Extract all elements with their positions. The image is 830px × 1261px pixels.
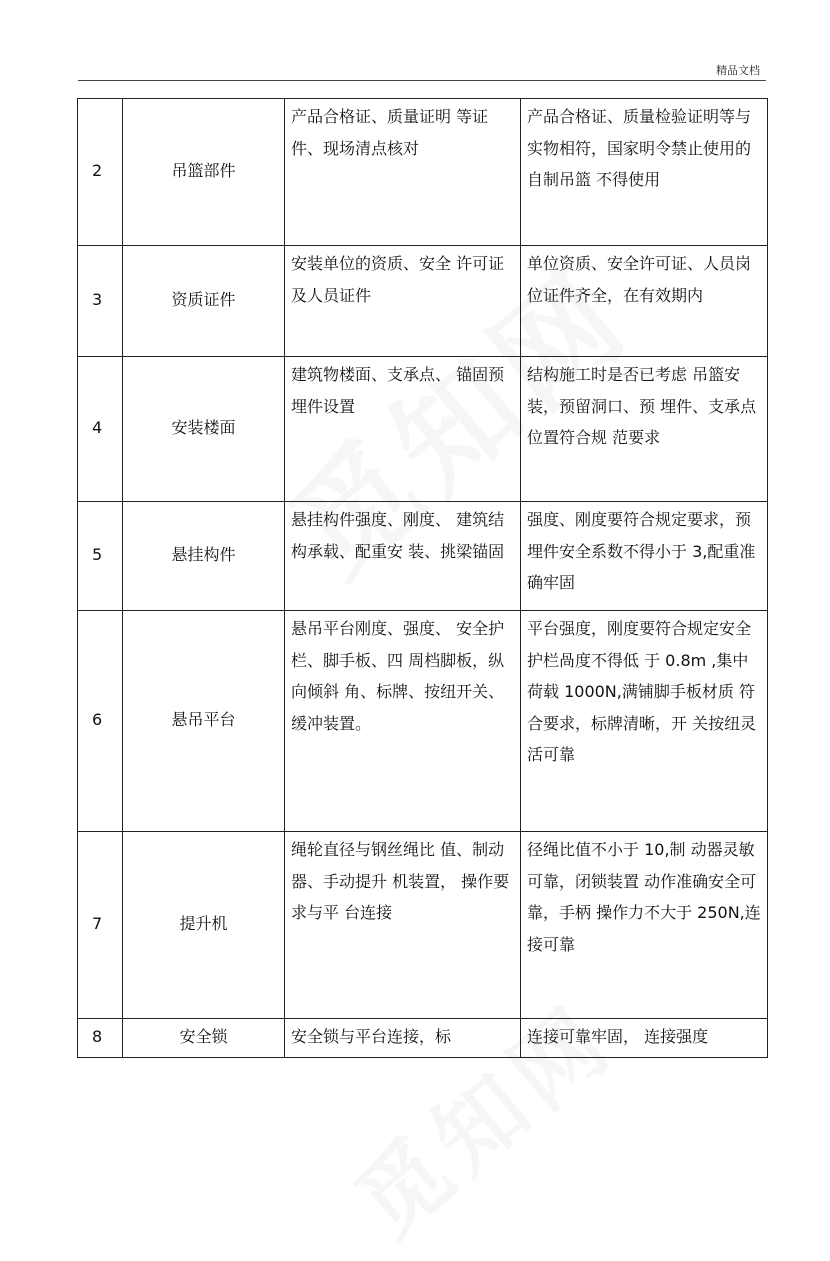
row-standard: 单位资质、安全许可证、人员岗位证件齐全，在有效期内 <box>521 246 768 357</box>
row-standard: 平台强度，刚度要符合规定安全护栏咼度不得低 于 0.8m ,集中荷载 1000N,满铺脚手板材质 符合要求，标牌清晰，开 关按纽灵活可靠 <box>521 611 768 832</box>
table-row <box>78 502 768 611</box>
row-number: 2 <box>78 99 123 246</box>
inspection-table <box>77 98 768 1058</box>
header-divider <box>78 80 766 81</box>
row-content: 建筑物楼面、支承点、 锚固预埋件设置 <box>285 357 521 502</box>
row-content: 绳轮直径与钢丝绳比 值、制动器、手动提升 机装置， 操作要求与平 台连接 <box>285 832 521 1019</box>
document-header-label: 精品文档 <box>716 64 760 77</box>
row-number: 4 <box>78 357 123 502</box>
row-content: 悬吊平台刚度、强度、 安全护栏、脚手板、四 周档脚板，纵向倾斜 角、标牌、按纽开关、 缓冲装置。 <box>285 611 521 832</box>
row-number: 5 <box>78 502 123 611</box>
table-row <box>78 611 768 832</box>
table-row <box>78 246 768 357</box>
row-item: 悬吊平台 <box>123 611 285 832</box>
table-row <box>78 1019 768 1058</box>
row-number: 7 <box>78 832 123 1019</box>
row-content: 悬挂构件强度、刚度、 建筑结构承载、配重安 装、挑梁锚固 <box>285 502 521 611</box>
row-item: 吊篮部件 <box>123 99 285 246</box>
row-item: 安装楼面 <box>123 357 285 502</box>
row-content: 安全锁与平台连接，标 <box>285 1019 521 1058</box>
row-standard: 产品合格证、质量检验证明等与实物相符，国家明令禁止使用的自制吊篮 不得使用 <box>521 99 768 246</box>
row-standard: 径绳比值不小于 10,制 动器灵敏可靠，闭锁装置 动作准确安全可靠，手柄 操作力不大于 250N,连 接可靠 <box>521 832 768 1019</box>
table-row <box>78 99 768 246</box>
row-standard: 连接可靠牢固， 连接强度 <box>521 1019 768 1058</box>
row-item: 提升机 <box>123 832 285 1019</box>
row-content: 安装单位的资质、安全 许可证及人员证件 <box>285 246 521 357</box>
row-number: 3 <box>78 246 123 357</box>
row-standard: 强度、刚度要符合规定要求，预埋件安全系数不得小于 3,配重准确牢固 <box>521 502 768 611</box>
row-number: 6 <box>78 611 123 832</box>
table-row <box>78 357 768 502</box>
row-number: 8 <box>78 1019 123 1058</box>
row-content: 产品合格证、质量证明 等证件、现场清点核对 <box>285 99 521 246</box>
row-item: 资质证件 <box>123 246 285 357</box>
row-item: 安全锁 <box>123 1019 285 1058</box>
row-item: 悬挂构件 <box>123 502 285 611</box>
table-row <box>78 832 768 1019</box>
row-standard: 结构施工时是否已考虑 吊篮安装，预留洞口、预 埋件、支承点位置符合规 范要求 <box>521 357 768 502</box>
